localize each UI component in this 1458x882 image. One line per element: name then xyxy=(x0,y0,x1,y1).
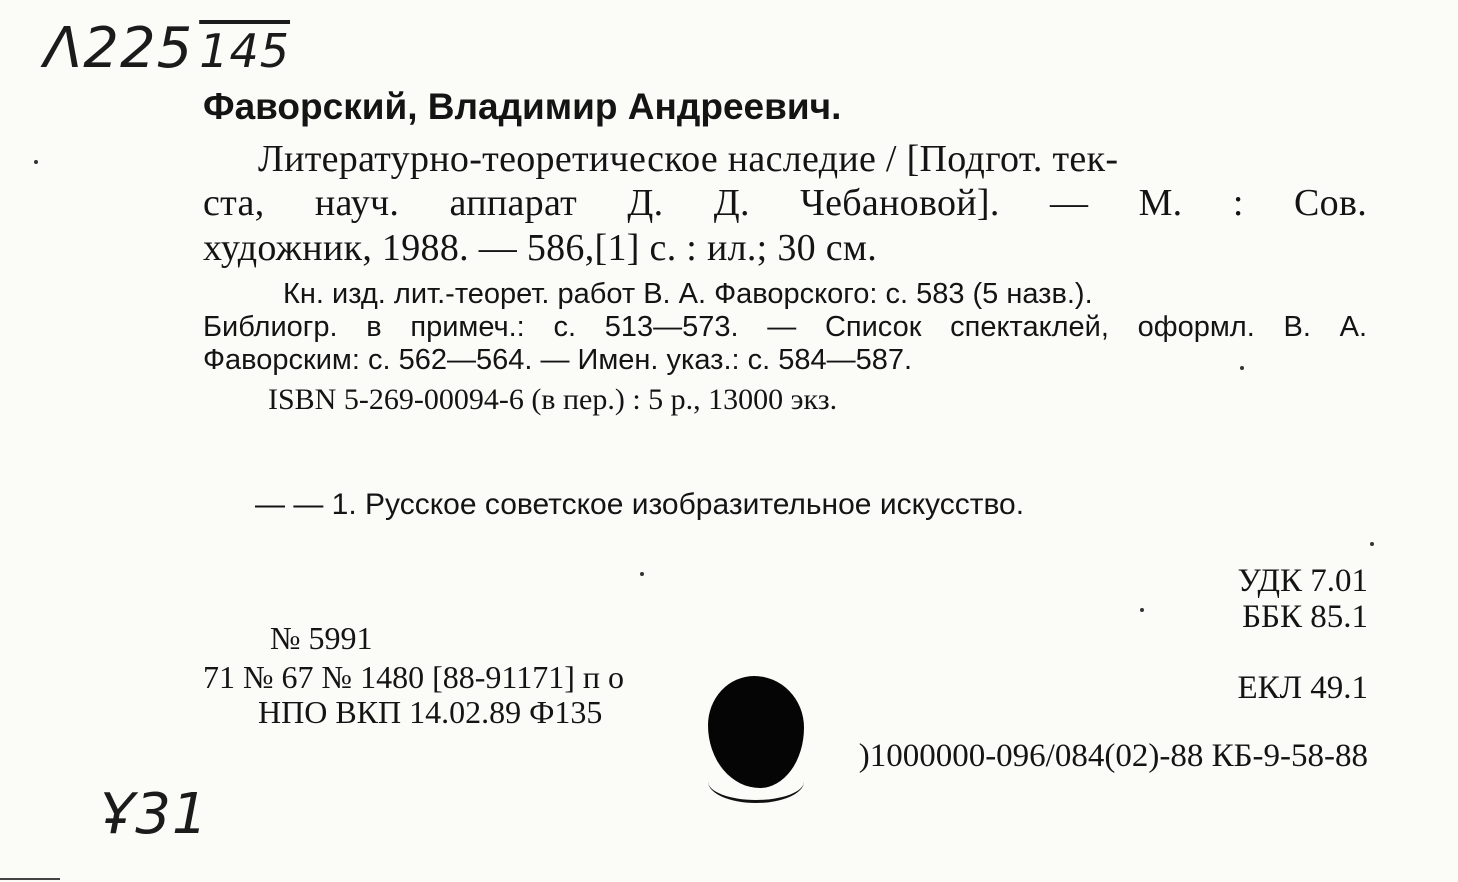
paper-speck xyxy=(1140,608,1144,612)
udk-code: УДК 7.01 xyxy=(1237,563,1368,599)
title-line-2: ста, науч. аппарат Д. Д. Чебановой]. — М. : Сов. xyxy=(203,182,1367,224)
handwritten-number: Ұ31 xyxy=(100,782,209,847)
title-line-3: художник, 1988. — 586,[1] с. : ил.; 30 см. xyxy=(203,227,878,269)
handwritten-shelfmark-main: Λ225 xyxy=(44,16,194,81)
note-line-2: Библиогр. в примеч.: с. 513—573. — Список спектаклей, оформл. В. А. xyxy=(203,311,1367,343)
subject-heading: — — 1. Русское советское изобразительное искусство. xyxy=(255,488,1025,521)
note-line-1: Кн. изд. лит.-теорет. работ В. А. Фаворского: с. 583 (5 назв.). xyxy=(283,278,1093,310)
paper-speck xyxy=(640,572,644,576)
bbk-code: ББК 85.1 xyxy=(1242,599,1368,635)
classification-code: )1000000-096/084(02)-88 КБ-9-58-88 xyxy=(858,738,1368,774)
note-line-3: Фаворским: с. 562—564. — Имен. указ.: с. 584—587. xyxy=(203,344,913,376)
handwritten-shelfmark-sub: 145 xyxy=(199,24,291,78)
card-number: № 5991 xyxy=(270,620,373,656)
paper-speck xyxy=(34,160,38,164)
printer-line: НПО ВКП 14.02.89 Ф135 xyxy=(258,694,603,730)
author-heading: Фаворский, Владимир Андреевич. xyxy=(203,86,842,127)
ekl-code: ЕКЛ 49.1 xyxy=(1237,670,1368,706)
isbn-line: ISBN 5-269-00094-6 (в пер.) : 5 р., 13000 экз. xyxy=(268,383,838,416)
handwritten-shelfmark xyxy=(44,16,290,81)
card-edge-mark xyxy=(0,878,60,880)
order-line: 71 № 67 № 1480 [88-91171] п о xyxy=(203,659,624,695)
paper-speck xyxy=(1240,366,1244,370)
ink-blot-arc xyxy=(708,760,804,803)
paper-speck xyxy=(1370,542,1374,546)
title-line-1: Литературно-теоретическое наследие / [Подгот. тек- xyxy=(258,138,1119,180)
